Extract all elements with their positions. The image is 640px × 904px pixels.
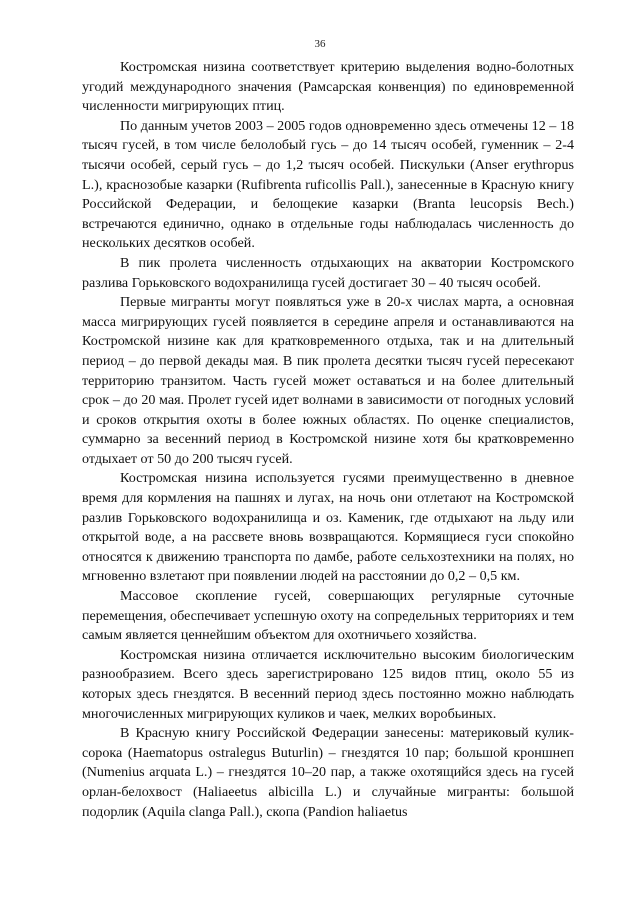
paragraph-peak-migration: В пик пролета численность отдыхающих на акватории Костромского разлива Горьковского водохранилища гусей достигает 30 – 40 тысяч особей.: [82, 254, 574, 291]
paragraph-migration-timing: Первые мигранты могут появляться уже в 20-х числах марта, а основная масса мигрирующих гусей появляется в середине апреля и останавливаются на Костромской низине как для кратковременного отдыха, так и на длительный период – до первой декады мая. В пик пролета десятки тысяч гусей пересекают территорию транзитом. Часть гусей может оставаться и на более длительный срок – до 20 мая. Пролет гусей идет волнами в зависимости от погодных условий и сроков открытия охоты в более южных областях. По оценке специалистов, суммарно за весенний период в Костромской низине хотя бы кратковременно отдыхает от 50 до 200 тысяч гусей.: [82, 294, 574, 467]
paragraph-goose-counts: По данным учетов 2003 – 2005 годов одновременно здесь отмечены 12 – 18 тысяч гусей, в том числе белолобый гусь – до 14 тысяч особей, гуменник – 2-4 тысячи особей, серый гусь – до 1,2 тысяч особей. Пискульки (Anser erythropus L.), краснозобые казарки (Rufibrenta ruficollis Pall.), занесенные в Красную книгу Российской Федерации, и белощекие казарки (Branta leucopsis Bech.) встречаются единично, однако в отдельные годы наблюдалась численность до нескольких десятков особей.: [82, 117, 574, 252]
paragraph-hunting-value: Массовое скопление гусей, совершающих регулярные суточные перемещения, обеспечивает успешную охоту на сопредельных территориях и тем самым является ценнейшим объектом для охотничьего хозяйства.: [82, 588, 574, 644]
document-body: [82, 58, 574, 822]
paragraph-daily-behavior: Костромская низина используется гусями преимущественно в дневное время для кормления на пашнях и лугах, на ночь они отлетают на Костромской разлив Горьковского водохранилища и оз. Каменик, где отдыхают на льду или открытой воде, а на рассвете вновь возвращаются. Кормящиеся гуси спокойно относятся к движению транспорта по дамбе, работе сельхозтехники на полях, но мгновенно взлетают при появлении людей на расстоянии до 0,2 – 0,5 км.: [82, 470, 574, 585]
paragraph-biodiversity: Костромская низина отличается исключительно высоким биологическим разнообразием. Всего здесь зарегистрировано 125 видов птиц, около 55 из которых здесь гнездятся. В весенний период здесь постоянно можно наблюдать многочисленных мигрирующих куликов и чаек, мелких воробьиных.: [82, 646, 574, 722]
paragraph-ramsar-criterion: Костромская низина соответствует критерию выделения водно-болотных угодий международного значения (Рамсарская конвенция) по единовременной численности мигрирующих птиц.: [82, 59, 574, 115]
paragraph-red-book-species: В Красную книгу Российской Федерации занесены: материковый кулик-сорока (Haematopus ostralegus Buturlin) – гнездятся 10 пар; большой кроншнеп (Numenius arquata L.) – гнездятся 10–20 пар, а также охотящийся здесь на гусей орлан-белохвост (Haliaeetus albicilla L.) и случайные мигранты: большой подорлик (Aquila clanga Pall.), скопа (Pandion haliaetus: [82, 725, 574, 820]
page-number: 36: [314, 38, 326, 50]
